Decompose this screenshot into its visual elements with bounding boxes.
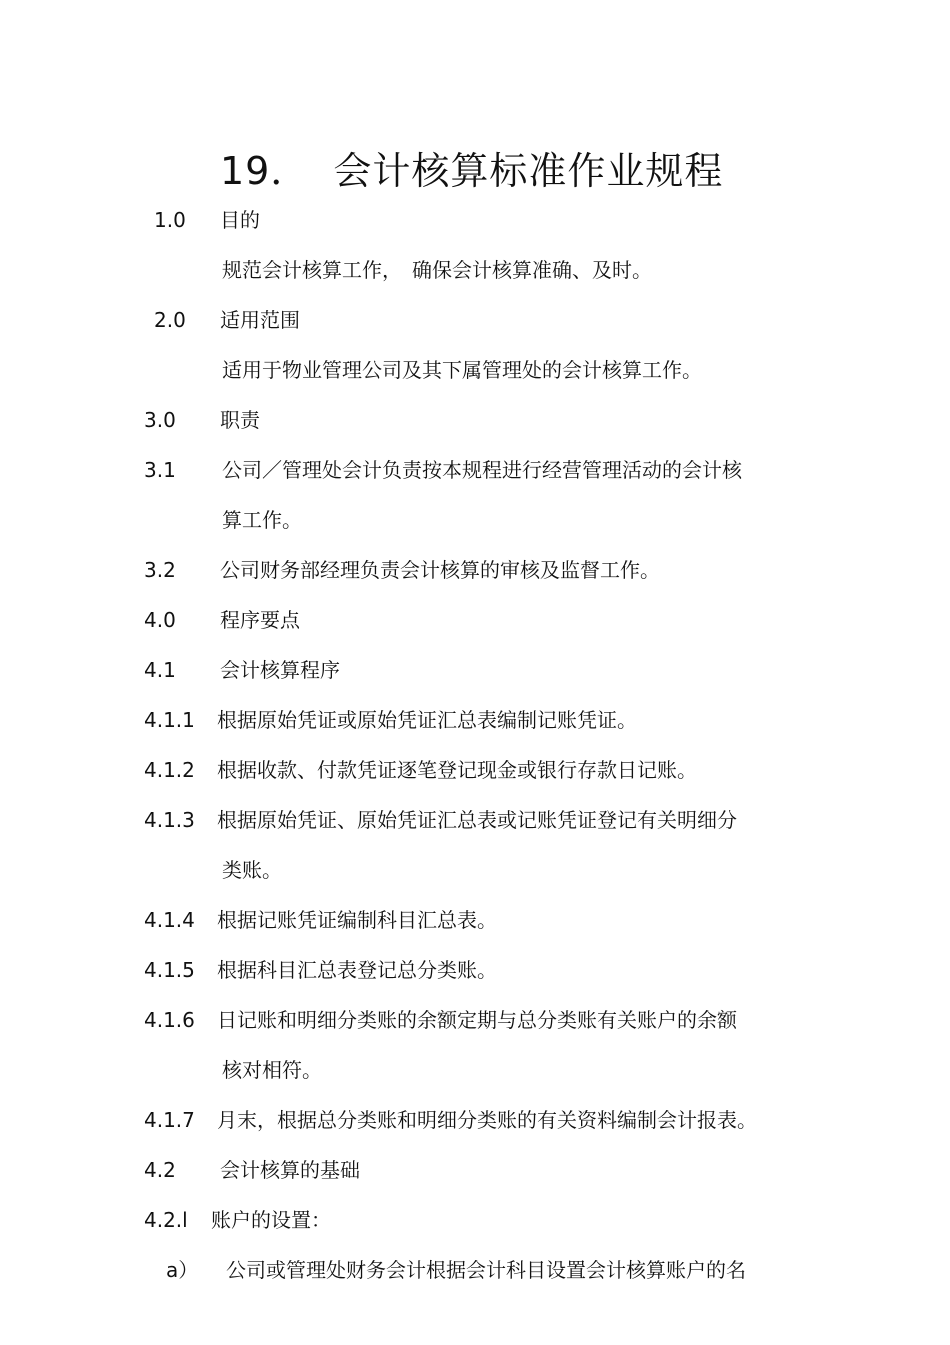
section-text: 根据科目汇总表登记总分类账。 (217, 958, 497, 982)
section-number: 4.2 (144, 1158, 176, 1182)
title-text: 会计核算标准作业规程 (333, 149, 724, 193)
section-heading: 程序要点 (220, 608, 300, 632)
section-heading: 职责 (220, 408, 260, 432)
section-text: 根据收款、付款凭证逐笔登记现金或银行存款日记账。 (217, 758, 697, 782)
list-item-text: 公司或管理处财务会计根据会计科目设置会计核算账户的名 (226, 1258, 746, 1282)
paragraph-line (222, 258, 652, 282)
section-number: 3.1 (144, 458, 176, 482)
section-number: 4.0 (144, 608, 176, 632)
continuation-line (222, 858, 282, 882)
section-text: 公司财务部经理负责会计核算的审核及监督工作。 (220, 558, 660, 582)
section-number: 4.1.7 (144, 1108, 195, 1132)
section-number: 4.1.4 (144, 908, 195, 932)
section-number: 4.2.l (144, 1208, 188, 1232)
section-heading: 适用范围 (220, 308, 300, 332)
section-text: 根据原始凭证或原始凭证汇总表编制记账凭证。 (217, 708, 637, 732)
section-heading: 账户的设置： (211, 1208, 331, 1232)
section-text: 日记账和明细分类账的余额定期与总分类账有关账户的余额 (217, 1008, 737, 1032)
section-number: 1.0 (154, 208, 186, 232)
section-number: 4.1.5 (144, 958, 195, 982)
continuation-text: 核对相符。 (222, 1058, 322, 1082)
continuation-text: 类账。 (222, 858, 282, 882)
section-text: 根据记账凭证编制科目汇总表。 (217, 908, 497, 932)
continuation-line (222, 1058, 322, 1082)
paragraph-text: 规范会计核算工作， 确保会计核算准确、及时。 (222, 258, 652, 282)
continuation-line (222, 508, 302, 532)
section-text: 月末，根据总分类账和明细分类账的有关资料编制会计报表。 (217, 1108, 757, 1132)
paragraph-line (222, 358, 702, 382)
section-heading: 会计核算程序 (220, 658, 340, 682)
section-number: 4.1.3 (144, 808, 195, 832)
section-number: 4.1.2 (144, 758, 195, 782)
section-number: 2.0 (154, 308, 186, 332)
document-title (220, 140, 723, 195)
paragraph-text: 适用于物业管理公司及其下属管理处的会计核算工作。 (222, 358, 702, 382)
section-heading: 目的 (220, 208, 260, 232)
section-number: 4.1.1 (144, 708, 195, 732)
list-marker: a） (166, 1258, 199, 1282)
title-number: 19． (220, 149, 310, 193)
section-number: 3.2 (144, 558, 176, 582)
section-number: 4.1.6 (144, 1008, 195, 1032)
section-text: 公司／管理处会计负责按本规程进行经营管理活动的会计核 (222, 458, 742, 482)
section-number: 4.1 (144, 658, 176, 682)
section-heading: 会计核算的基础 (220, 1158, 360, 1182)
section-number: 3.0 (144, 408, 176, 432)
continuation-text: 算工作。 (222, 508, 302, 532)
section-text: 根据原始凭证、原始凭证汇总表或记账凭证登记有关明细分 (217, 808, 737, 832)
